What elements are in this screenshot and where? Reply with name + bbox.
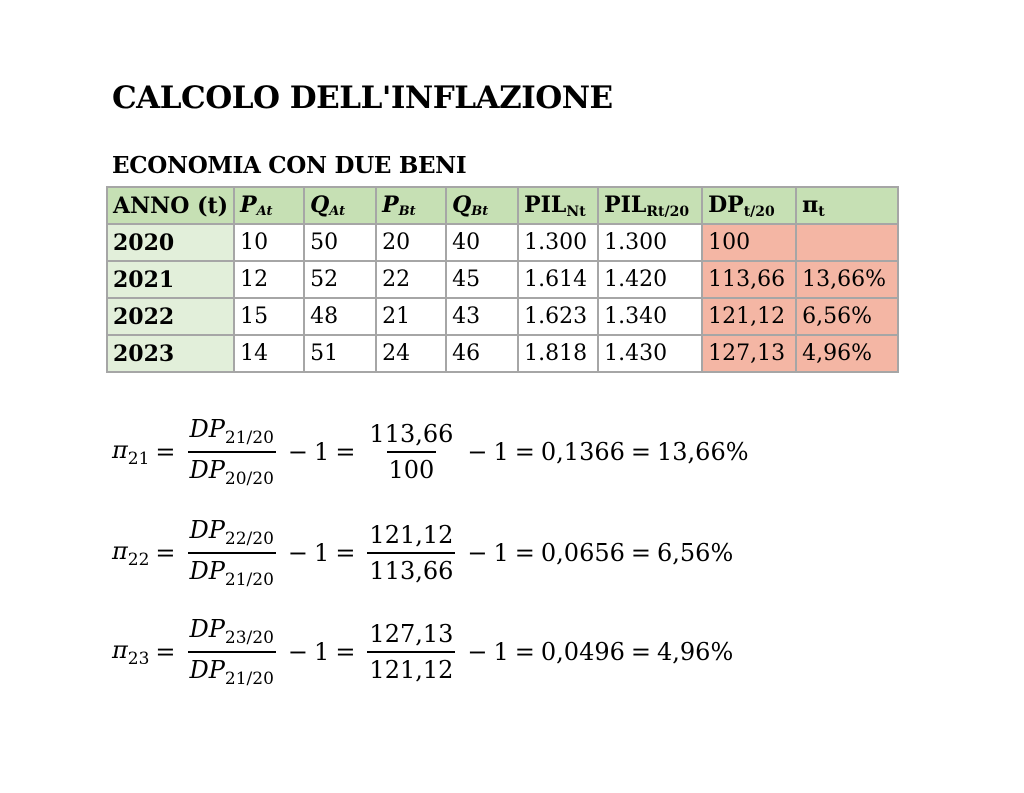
cell-pilr: 1.340	[598, 298, 702, 335]
cell-dp: 100	[702, 224, 796, 261]
equals-sign: =	[155, 638, 176, 666]
deflator-ratio: $\frac{DP_{23/20}}{DP_{21/20}}$	[189, 615, 274, 689]
one: 1	[493, 638, 509, 666]
cell-pi: 4,96%	[796, 335, 898, 372]
cell-year: 2023	[107, 335, 234, 372]
deflator-ratio: $\frac{DP_{22/20}}{DP_{21/20}}$	[189, 516, 274, 590]
deflator-ratio: $\frac{DP_{21/20}}{DP_{20/20}}$	[189, 415, 274, 489]
equals-sign: =	[630, 539, 651, 567]
equation-result: 0,1366	[540, 438, 625, 466]
equals-sign: =	[514, 638, 535, 666]
one: 1	[493, 438, 509, 466]
minus-sign: −	[287, 638, 309, 666]
inflation-table	[106, 186, 899, 373]
cell-qa: 50	[304, 224, 376, 261]
cell-qa: 48	[304, 298, 376, 335]
table-row	[107, 224, 898, 261]
equation-percent: 6,56%	[657, 539, 734, 567]
header-year: ANNO (t)	[107, 187, 234, 224]
table-row	[107, 335, 898, 372]
equals-sign: =	[630, 438, 651, 466]
cell-year: 2021	[107, 261, 234, 298]
cell-qb: 45	[446, 261, 518, 298]
one: 1	[314, 638, 330, 666]
equation-result: 0,0656	[540, 539, 625, 567]
equation-lhs: $\pi_{22}$	[112, 536, 150, 570]
equation-percent: 4,96%	[657, 638, 734, 666]
header-quantity-b: $Q_{Bt}$	[446, 187, 518, 224]
cell-year: 2020	[107, 224, 234, 261]
header-real-gdp: PILRt/20	[598, 187, 702, 224]
cell-piln: 1.614	[518, 261, 598, 298]
equals-sign: =	[335, 438, 356, 466]
cell-pb: 22	[376, 261, 446, 298]
header-inflation: πt	[796, 187, 898, 224]
equation-lhs: $\pi_{21}$	[112, 435, 150, 469]
cell-pi	[796, 224, 898, 261]
equals-sign: =	[630, 638, 651, 666]
cell-qb: 40	[446, 224, 518, 261]
header-nominal-gdp: PILNt	[518, 187, 598, 224]
one: 1	[493, 539, 509, 567]
minus-sign: −	[467, 638, 488, 666]
cell-pa: 12	[234, 261, 304, 298]
header-price-a: $P_{At}$	[234, 187, 304, 224]
cell-pb: 24	[376, 335, 446, 372]
cell-piln: 1.623	[518, 298, 598, 335]
cell-pi: 13,66%	[796, 261, 898, 298]
cell-year: 2022	[107, 298, 234, 335]
equation-lhs: $\pi_{23}$	[112, 635, 150, 669]
equation-percent: 13,66%	[657, 438, 749, 466]
cell-pilr: 1.420	[598, 261, 702, 298]
header-quantity-a: $Q_{At}$	[304, 187, 376, 224]
equals-sign: =	[335, 638, 356, 666]
cell-pi: 6,56%	[796, 298, 898, 335]
cell-dp: 113,66	[702, 261, 796, 298]
value-ratio: $\frac{113,66}{100}$	[369, 420, 454, 484]
value-ratio: $\frac{121,12}{113,66}$	[369, 521, 454, 585]
cell-pilr: 1.430	[598, 335, 702, 372]
equals-sign: =	[514, 438, 535, 466]
inflation-equation-2022	[112, 518, 733, 588]
cell-pa: 14	[234, 335, 304, 372]
equation-result: 0,0496	[540, 638, 625, 666]
equals-sign: =	[155, 438, 176, 466]
header-price-b: $P_{Bt}$	[376, 187, 446, 224]
cell-qa: 51	[304, 335, 376, 372]
section-subtitle: ECONOMIA CON DUE BENI	[112, 152, 467, 179]
cell-pb: 20	[376, 224, 446, 261]
minus-sign: −	[287, 539, 309, 567]
cell-pilr: 1.300	[598, 224, 702, 261]
cell-qb: 46	[446, 335, 518, 372]
cell-pa: 10	[234, 224, 304, 261]
cell-qb: 43	[446, 298, 518, 335]
cell-piln: 1.300	[518, 224, 598, 261]
inflation-equation-2023	[112, 617, 733, 687]
page-title: CALCOLO DELL'INFLAZIONE	[112, 80, 613, 116]
cell-dp: 121,12	[702, 298, 796, 335]
header-deflator: DPt/20	[702, 187, 796, 224]
value-ratio: $\frac{127,13}{121,12}$	[369, 620, 454, 684]
cell-pa: 15	[234, 298, 304, 335]
table-header-row	[107, 187, 898, 224]
cell-qa: 52	[304, 261, 376, 298]
minus-sign: −	[467, 539, 488, 567]
equals-sign: =	[514, 539, 535, 567]
one: 1	[314, 438, 330, 466]
table-row	[107, 298, 898, 335]
equals-sign: =	[155, 539, 176, 567]
equals-sign: =	[335, 539, 356, 567]
minus-sign: −	[467, 438, 488, 466]
table-row	[107, 261, 898, 298]
one: 1	[314, 539, 330, 567]
cell-dp: 127,13	[702, 335, 796, 372]
cell-pb: 21	[376, 298, 446, 335]
inflation-equation-2021	[112, 417, 749, 487]
cell-piln: 1.818	[518, 335, 598, 372]
minus-sign: −	[287, 438, 309, 466]
